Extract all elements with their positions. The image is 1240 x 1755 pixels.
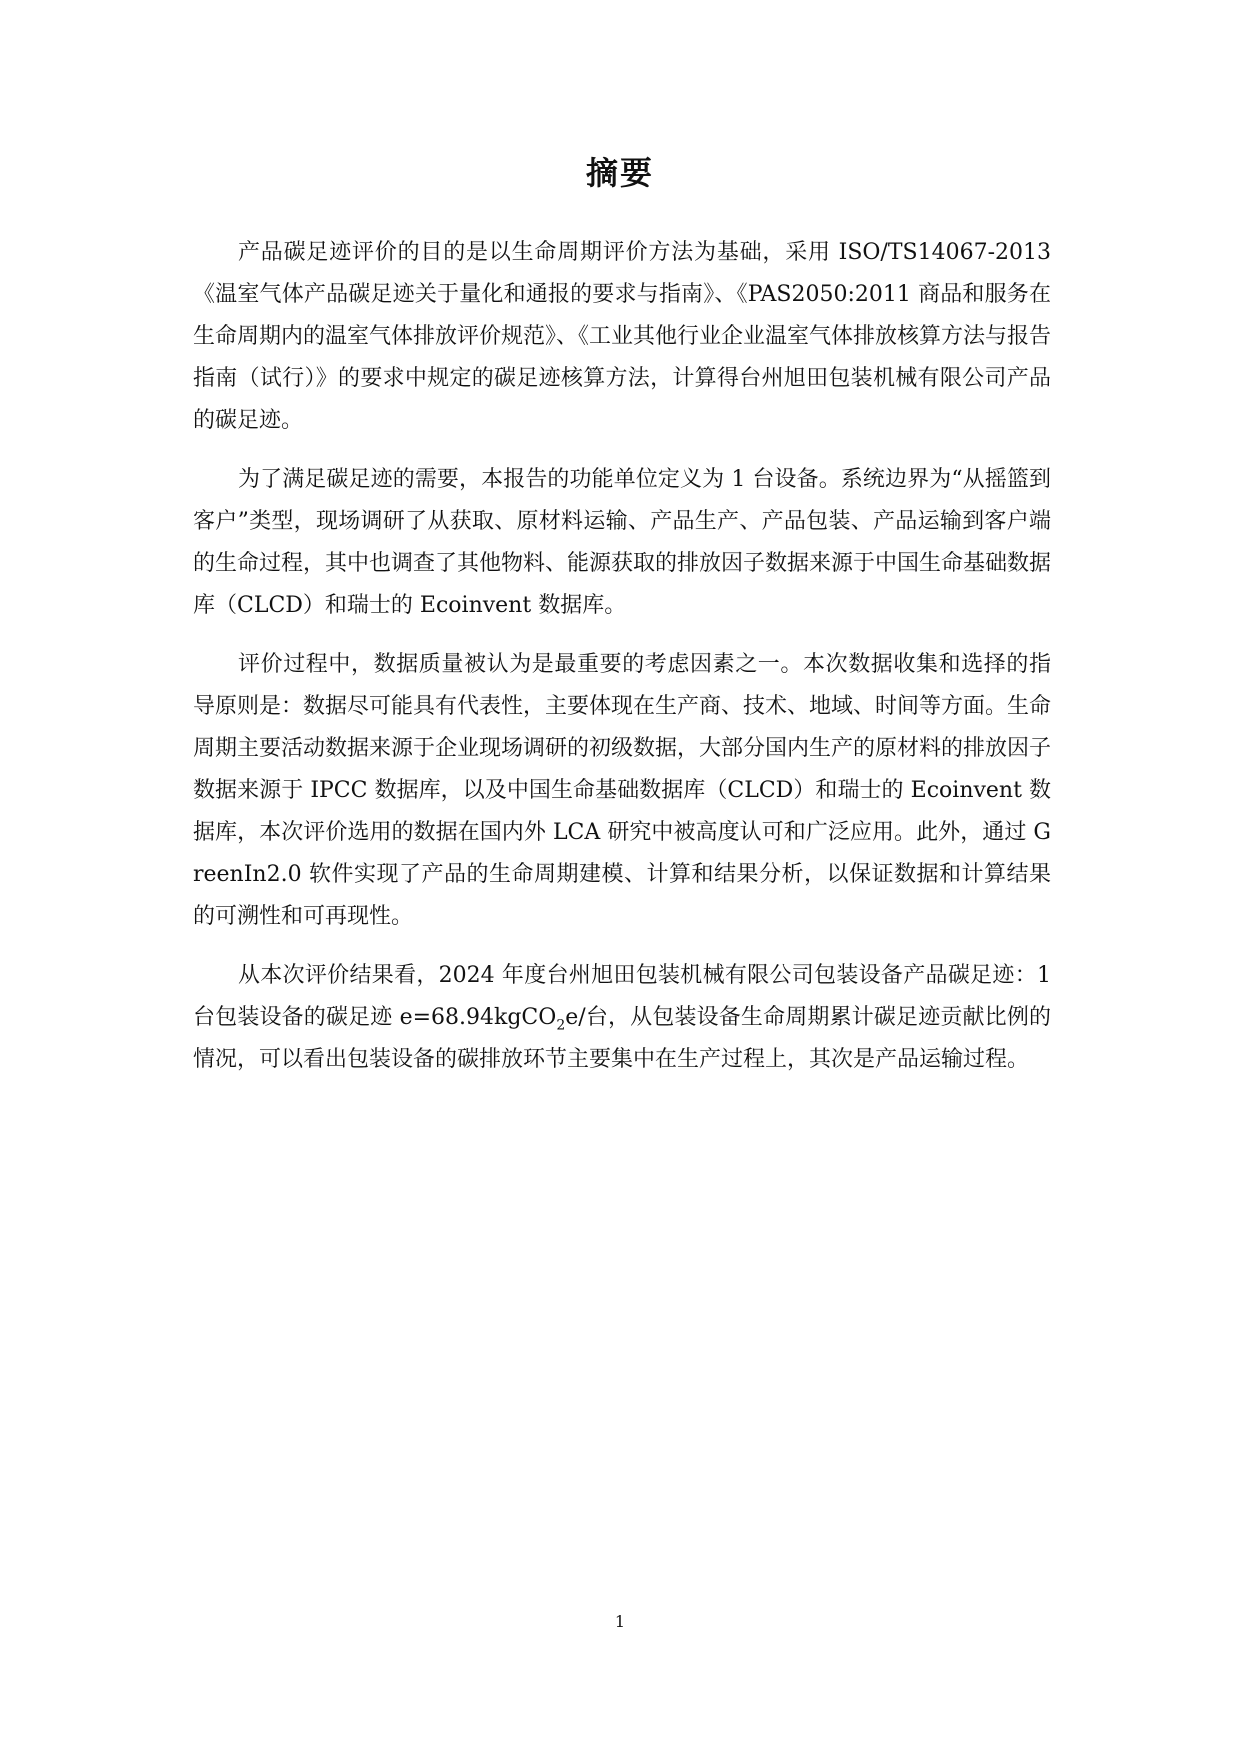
conclusion-text-start: 从本次评价结果看，2024 年度台州旭田包装机械有限公司包装设备产品碳足迹：1 台包装设备的碳足迹 e=68.94kgCO [193,963,1051,1030]
paragraph-data-quality: 评价过程中，数据质量被认为是最重要的考虑因素之一。本次数据收集和选择的指导原则是：数据尽可能具有代表性，主要体现在生产商、技术、地域、时间等方面。生命周期主要活动数据来源于企业现场调研的初级数据，大部分国内生产的原材料的排放因子数据来源于 IPCC 数据库，以及中国生命基础数据库（CLCD）和瑞士的 Ecoinvent 数据库，本次评价选用的数据在国内外 LCA 研究中被高度认可和广泛应用。此外，通过 GreenIn2.0 软件实现了产品的生命周期建模、计算和结果分析，以保证数据和计算结果的可溯性和可再现性。 [193,652,1052,929]
paragraph-purpose: 产品碳足迹评价的目的是以生命周期评价方法为基础，采用 ISO/TS14067-2013《温室气体产品碳足迹关于量化和通报的要求与指南》、《PAS2050:2011 商品和服务在生命周期内的温室气体排放评价规范》、《工业其他行业企业温室气体排放核算方法与报告指南（试行）》的要求中规定的碳足迹核算方法，计算得台州旭田包装机械有限公司产品的碳足迹。 [193,240,1052,433]
conclusion-text-end: e/台，从包装设备生命周期累计碳足迹贡献比例的情况，可以看出包装设备的碳排放环节主要集中在生产过程上，其次是产品运输过程。 [193,1005,1052,1072]
paragraph-scope: 为了满足碳足迹的需要，本报告的功能单位定义为 1 台设备。系统边界为“从摇篮到客户”类型，现场调研了从获取、原材料运输、产品生产、产品包装、产品运输到客户端的生命过程，其中也调查了其他物料、能源获取的排放因子数据来源于中国生命基础数据库（CLCD）和瑞士的 Ecoinvent 数据库。 [193,467,1052,618]
page-number: 1 [614,1612,626,1631]
co2-subscript: 2 [556,1017,566,1034]
abstract-body [193,232,1051,1098]
page-title: 摘要 [585,154,654,192]
paragraph-conclusion [193,955,1051,1081]
